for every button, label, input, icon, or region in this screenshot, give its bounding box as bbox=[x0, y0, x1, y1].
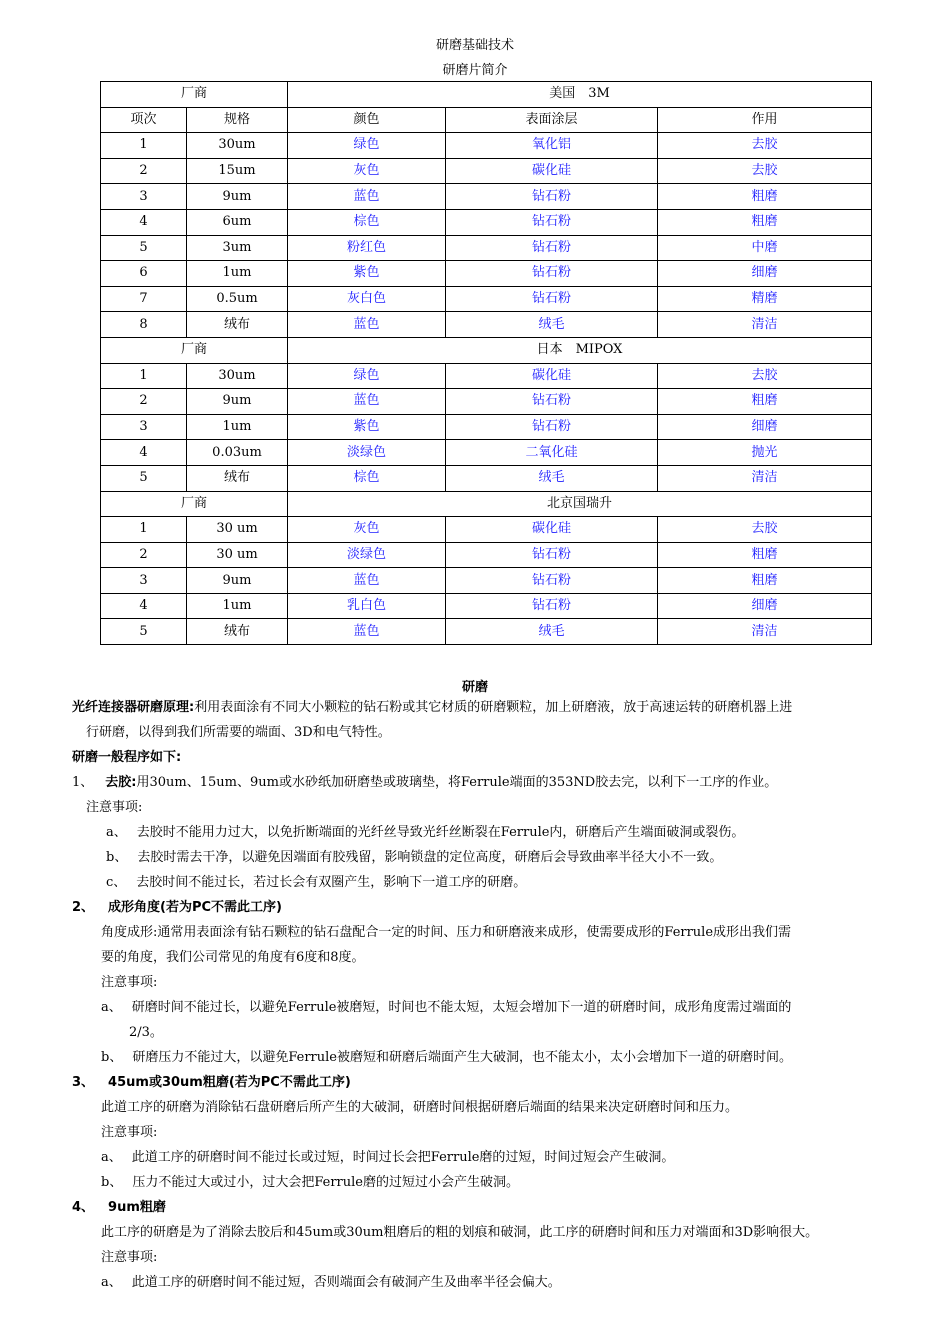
step-1-label: 去胶: bbox=[105, 775, 137, 790]
note-text: 去胶时需去干净，以避免因端面有胶残留，影响锁盘的定位高度，研磨后会导致曲率半径大小不一致。 bbox=[137, 850, 723, 865]
table-cell: 细磨 bbox=[658, 414, 872, 440]
table-cell: 绒毛 bbox=[446, 312, 658, 338]
table-cell: 钻石粉 bbox=[446, 261, 658, 287]
note-mark: c、 bbox=[106, 875, 127, 890]
header-row bbox=[101, 107, 872, 133]
table-cell: 9um bbox=[187, 568, 288, 594]
table-cell: 钻石粉 bbox=[446, 184, 658, 210]
step-3-note-a bbox=[101, 1149, 674, 1167]
table-cell: 钻石粉 bbox=[446, 568, 658, 594]
table-cell: 6um bbox=[187, 209, 288, 235]
table-cell: 去胶 bbox=[658, 133, 872, 159]
table-cell: 绒布 bbox=[187, 465, 288, 491]
table-cell: 钻石粉 bbox=[446, 414, 658, 440]
table-cell: 蓝色 bbox=[288, 389, 446, 415]
document-title: 研磨基础技术 bbox=[435, 38, 514, 53]
column-header: 规格 bbox=[187, 107, 288, 133]
table-cell: 淡绿色 bbox=[288, 440, 446, 466]
step-1-note-c bbox=[106, 874, 526, 892]
step-3-note-b bbox=[101, 1174, 519, 1192]
table-cell: 淡绿色 bbox=[288, 542, 446, 568]
table-cell: 绿色 bbox=[288, 133, 446, 159]
table-cell: 细磨 bbox=[658, 261, 872, 287]
step-2-note: 注意事项: bbox=[101, 975, 158, 990]
column-header: 表面涂层 bbox=[446, 107, 658, 133]
table-cell: 30um bbox=[187, 133, 288, 159]
table-cell: 去胶 bbox=[658, 363, 872, 389]
step-4-number: 4、 bbox=[72, 1200, 95, 1215]
table-cell: 粗磨 bbox=[658, 184, 872, 210]
table-cell: 5 bbox=[101, 235, 187, 261]
table-cell: 碳化硅 bbox=[446, 517, 658, 543]
step-3-note: 注意事项: bbox=[101, 1125, 158, 1140]
table-row bbox=[101, 209, 872, 235]
step-4-note: 注意事项: bbox=[101, 1250, 158, 1265]
table-cell: 30 um bbox=[187, 542, 288, 568]
table-cell: 蓝色 bbox=[288, 184, 446, 210]
note-mark: a、 bbox=[101, 1000, 122, 1015]
table-cell: 6 bbox=[101, 261, 187, 287]
step-3-number: 3、 bbox=[72, 1075, 95, 1090]
table-cell: 7 bbox=[101, 286, 187, 312]
vendor-name: 日本 MIPOX bbox=[288, 337, 872, 363]
table-cell: 15um bbox=[187, 158, 288, 184]
note-text: 研磨压力不能过大，以避免Ferrule被磨短和研磨后端面产生大破洞，也不能太小，太小会增加下一道的研磨时间。 bbox=[132, 1050, 792, 1065]
table-row bbox=[101, 235, 872, 261]
table-cell: 碳化硅 bbox=[446, 158, 658, 184]
table-cell: 1 bbox=[101, 363, 187, 389]
step-3 bbox=[72, 1074, 351, 1092]
table-cell: 绿色 bbox=[288, 363, 446, 389]
table-cell: 钻石粉 bbox=[446, 209, 658, 235]
table-cell: 1um bbox=[187, 261, 288, 287]
table-cell: 粗磨 bbox=[658, 389, 872, 415]
principle-label: 光纤连接器研磨原理: bbox=[72, 700, 195, 715]
step-1 bbox=[72, 774, 777, 792]
table-cell: 去胶 bbox=[658, 517, 872, 543]
table-cell: 棕色 bbox=[288, 465, 446, 491]
table-row bbox=[101, 465, 872, 491]
table-cell: 3 bbox=[101, 184, 187, 210]
note-text: 研磨时间不能过长，以避免Ferrule被磨短，时间也不能太短，太短会增加下一道的研磨时间，成形角度需过端面的 bbox=[131, 1000, 792, 1015]
table-row bbox=[101, 158, 872, 184]
note-mark: a、 bbox=[106, 825, 127, 840]
column-header: 项次 bbox=[101, 107, 187, 133]
table-row bbox=[101, 593, 872, 619]
procedure-heading: 研磨一般程序如下: bbox=[72, 750, 182, 765]
step-4-text: 此工序的研磨是为了消除去胶后和45um或30um粗磨后的粗的划痕和破洞，此工序的研磨时间和压力对端面和3D影响很大。 bbox=[101, 1225, 819, 1240]
table-cell: 1 bbox=[101, 517, 187, 543]
step-2-text-1: 角度成形:通常用表面涂有钻石颗粒的钻石盘配合一定的时间、压力和研磨液来成形，使需要成形的Ferrule成形出我们需 bbox=[101, 925, 792, 940]
table-cell: 粗磨 bbox=[658, 568, 872, 594]
table-cell: 灰色 bbox=[288, 158, 446, 184]
vendor-name: 美国 3M bbox=[288, 82, 872, 108]
table-cell: 5 bbox=[101, 619, 187, 645]
table-cell: 碳化硅 bbox=[446, 363, 658, 389]
section-heading: 研磨 bbox=[461, 680, 488, 695]
table-cell: 4 bbox=[101, 440, 187, 466]
table-cell: 3 bbox=[101, 568, 187, 594]
note-text: 此道工序的研磨时间不能过短，否则端面会有破洞产生及曲率半径会偏大。 bbox=[131, 1275, 561, 1290]
step-1-note: 注意事项: bbox=[86, 800, 143, 815]
column-header: 作用 bbox=[658, 107, 872, 133]
table-cell: 3um bbox=[187, 235, 288, 261]
vendor-row bbox=[101, 337, 872, 363]
note-text: 去胶时不能用力过大，以免折断端面的光纤丝导致光纤丝断裂在Ferrule内，研磨后产生端面破洞或裂伤。 bbox=[136, 825, 745, 840]
table-cell: 乳白色 bbox=[288, 593, 446, 619]
table-cell: 30 um bbox=[187, 517, 288, 543]
table-cell: 0.5um bbox=[187, 286, 288, 312]
note-mark: a、 bbox=[101, 1275, 122, 1290]
table-cell: 二氧化硅 bbox=[446, 440, 658, 466]
table-cell: 粉红色 bbox=[288, 235, 446, 261]
table-cell: 钻石粉 bbox=[446, 286, 658, 312]
table-cell: 4 bbox=[101, 209, 187, 235]
table-cell: 钻石粉 bbox=[446, 593, 658, 619]
table-row bbox=[101, 261, 872, 287]
table-row bbox=[101, 133, 872, 159]
note-text: 压力不能过大或过小，过大会把Ferrule磨的过短过小会产生破洞。 bbox=[132, 1175, 519, 1190]
table-cell: 5 bbox=[101, 465, 187, 491]
table-cell: 0.03um bbox=[187, 440, 288, 466]
step-3-title: 45um或30um粗磨(若为PC不需此工序) bbox=[108, 1075, 351, 1090]
principle-text: 利用表面涂有不同大小颗粒的钻石粉或其它材质的研磨颗粒，加上研磨液，放于高速运转的研磨机器上进 bbox=[194, 700, 793, 715]
table-cell: 绒毛 bbox=[446, 465, 658, 491]
table-cell: 灰色 bbox=[288, 517, 446, 543]
table-row bbox=[101, 389, 872, 415]
vendor-row bbox=[101, 82, 872, 108]
table-cell: 9um bbox=[187, 389, 288, 415]
table-cell: 蓝色 bbox=[288, 312, 446, 338]
note-mark: b、 bbox=[101, 1175, 123, 1190]
table-cell: 1um bbox=[187, 414, 288, 440]
table-cell: 清洁 bbox=[658, 619, 872, 645]
table-cell: 精磨 bbox=[658, 286, 872, 312]
vendor-label: 厂商 bbox=[101, 337, 288, 363]
table-cell: 紫色 bbox=[288, 261, 446, 287]
table-body bbox=[101, 82, 872, 645]
table-cell: 抛光 bbox=[658, 440, 872, 466]
table-title: 研磨片简介 bbox=[442, 63, 508, 78]
table-cell: 钻石粉 bbox=[446, 235, 658, 261]
step-2 bbox=[72, 899, 282, 917]
note-mark: b、 bbox=[106, 850, 128, 865]
note-text: 去胶时间不能过长，若过长会有双圈产生，影响下一道工序的研磨。 bbox=[136, 875, 527, 890]
table-cell: 8 bbox=[101, 312, 187, 338]
table-cell: 绒布 bbox=[187, 312, 288, 338]
table-row bbox=[101, 363, 872, 389]
table-cell: 灰白色 bbox=[288, 286, 446, 312]
polishing-film-table bbox=[100, 81, 872, 645]
step-4-note-a bbox=[101, 1274, 561, 1292]
table-row bbox=[101, 542, 872, 568]
table-cell: 钻石粉 bbox=[446, 389, 658, 415]
step-2-text-2: 要的角度，我们公司常见的角度有6度和8度。 bbox=[101, 950, 365, 965]
table-cell: 2 bbox=[101, 542, 187, 568]
table-cell: 4 bbox=[101, 593, 187, 619]
step-2-note-a-cont: 2/3。 bbox=[129, 1025, 163, 1040]
table-cell: 2 bbox=[101, 158, 187, 184]
step-4 bbox=[72, 1199, 166, 1217]
table-cell: 2 bbox=[101, 389, 187, 415]
table-row bbox=[101, 517, 872, 543]
note-text: 此道工序的研磨时间不能过长或过短，时间过长会把Ferrule磨的过短，时间过短会产生破洞。 bbox=[131, 1150, 675, 1165]
table-cell: 30um bbox=[187, 363, 288, 389]
table-cell: 3 bbox=[101, 414, 187, 440]
vendor-name: 北京国瑞升 bbox=[288, 491, 872, 517]
vendor-row bbox=[101, 491, 872, 517]
table-row bbox=[101, 286, 872, 312]
table-cell: 绒毛 bbox=[446, 619, 658, 645]
step-2-title: 成形角度(若为PC不需此工序) bbox=[108, 900, 282, 915]
table-cell: 去胶 bbox=[658, 158, 872, 184]
table-cell: 9um bbox=[187, 184, 288, 210]
table-cell: 棕色 bbox=[288, 209, 446, 235]
table-cell: 清洁 bbox=[658, 465, 872, 491]
step-3-text: 此道工序的研磨为消除钻石盘研磨后所产生的大破洞，研磨时间根据研磨后端面的结果来决定研磨时间和压力。 bbox=[101, 1100, 739, 1115]
note-mark: b、 bbox=[101, 1050, 123, 1065]
step-2-note-a bbox=[101, 999, 791, 1017]
table-row bbox=[101, 619, 872, 645]
table-cell: 蓝色 bbox=[288, 619, 446, 645]
step-4-title: 9um粗磨 bbox=[108, 1200, 166, 1215]
table-cell: 1um bbox=[187, 593, 288, 619]
table-cell: 蓝色 bbox=[288, 568, 446, 594]
step-1-note-b bbox=[106, 849, 722, 867]
step-2-note-b bbox=[101, 1049, 792, 1067]
table-cell: 氧化铝 bbox=[446, 133, 658, 159]
table-cell: 粗磨 bbox=[658, 209, 872, 235]
step-1-text: 用30um、15um、9um或水砂纸加研磨垫或玻璃垫，将Ferrule端面的353ND胶去完，以利下一工序的作业。 bbox=[136, 775, 778, 790]
table-cell: 中磨 bbox=[658, 235, 872, 261]
vendor-label: 厂商 bbox=[101, 491, 288, 517]
step-2-number: 2、 bbox=[72, 900, 95, 915]
table-row bbox=[101, 312, 872, 338]
table-cell: 1 bbox=[101, 133, 187, 159]
step-1-number: 1、 bbox=[72, 775, 94, 790]
vendor-label: 厂商 bbox=[101, 82, 288, 108]
principle-line-1 bbox=[72, 699, 792, 717]
step-1-note-a bbox=[106, 824, 744, 842]
column-header: 颜色 bbox=[288, 107, 446, 133]
note-mark: a、 bbox=[101, 1150, 122, 1165]
table-cell: 绒布 bbox=[187, 619, 288, 645]
table-row bbox=[101, 414, 872, 440]
table-row bbox=[101, 184, 872, 210]
table-cell: 清洁 bbox=[658, 312, 872, 338]
table-row bbox=[101, 440, 872, 466]
table-row bbox=[101, 568, 872, 594]
table-cell: 粗磨 bbox=[658, 542, 872, 568]
table-cell: 钻石粉 bbox=[446, 542, 658, 568]
table-cell: 细磨 bbox=[658, 593, 872, 619]
table-cell: 紫色 bbox=[288, 414, 446, 440]
principle-line-2: 行研磨，以得到我们所需要的端面、3D和电气特性。 bbox=[86, 725, 391, 740]
